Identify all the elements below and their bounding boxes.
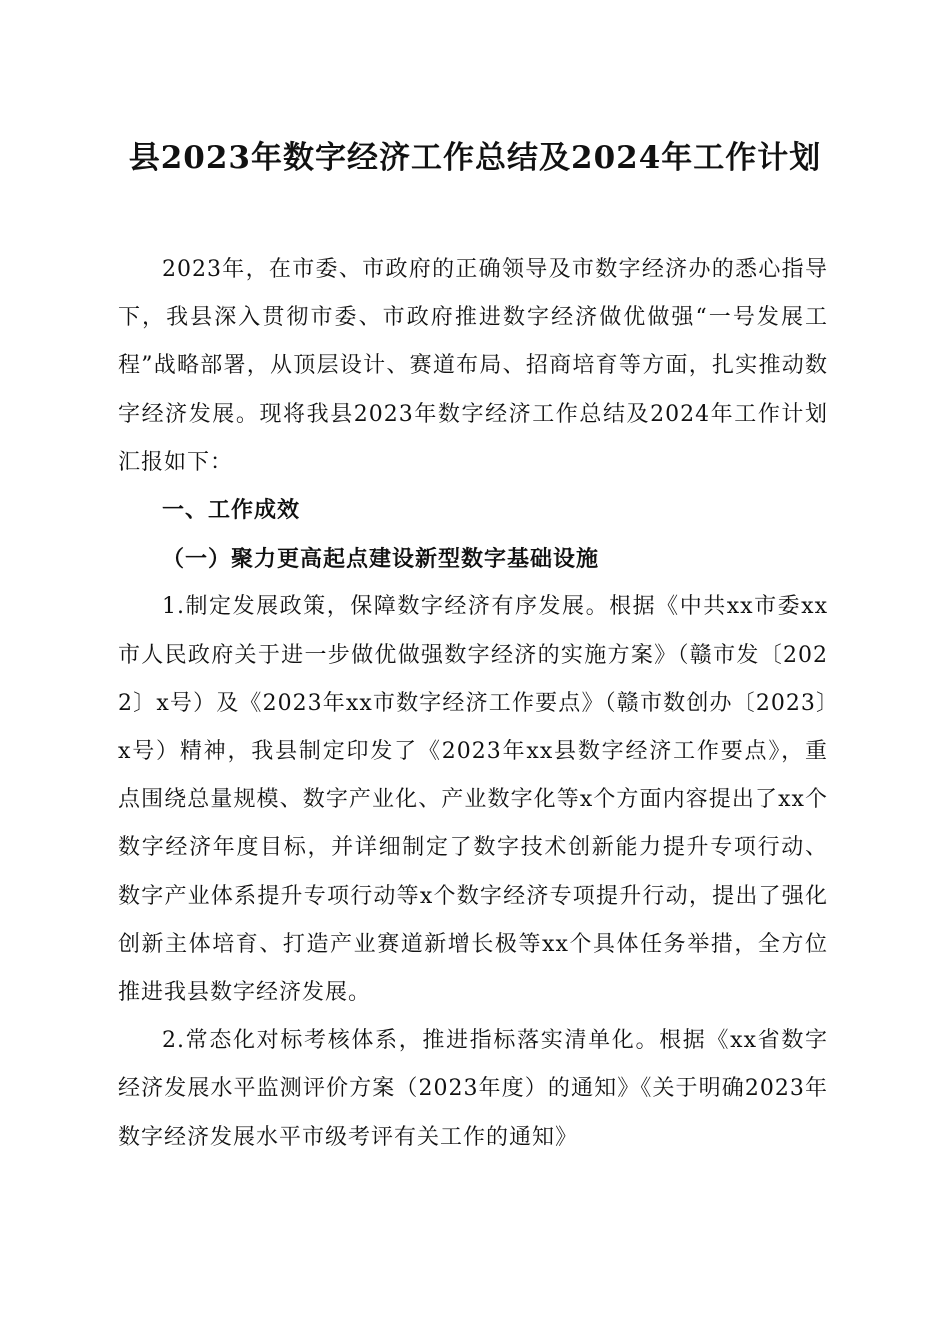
document-title: 县2023年数字经济工作总结及2024年工作计划 xyxy=(128,140,822,176)
document-body xyxy=(118,246,828,1162)
subsection-heading-infrastructure: （一）聚力更高起点建设新型数字基础设施 xyxy=(162,546,600,573)
paragraph-item-2: 2.常态化对标考核体系，推进指标落实清单化。根据《xx省数字经济发展水平监测评价方案（2023年度）的通知》《关于明确2023年数字经济发展水平市级考评有关工作的通知》 xyxy=(118,1028,828,1150)
paragraph-item-1: 1.制定发展政策，保障数字经济有序发展。根据《中共xx市委xx市人民政府关于进一步做优做强数字经济的实施方案》（赣市发〔2022〕x号）及《2023年xx市数字经济工作要点》（赣市数创办〔2023〕x号）精神，我县制定印发了《2023年xx县数字经济工作要点》，重点围绕总量规模、数字产业化、产业数字化等x个方面内容提出了xx个数字经济年度目标，并详细制定了数字技术创新能力提升专项行动、数字产业体系提升专项行动等x个数字经济专项提升行动，提出了强化创新主体培育、打造产业赛道新增长极等xx个具体任务举措，全方位推进我县数字经济发展。 xyxy=(118,594,828,1006)
section-heading-achievements: 一、工作成效 xyxy=(162,498,301,524)
intro-paragraph: 2023年，在市委、市政府的正确领导及市数字经济办的悉心指导下，我县深入贯彻市委、市政府推进数字经济做优做强“一号发展工程”战略部署，从顶层设计、赛道布局、招商培育等方面，扎实推动数字经济发展。现将我县2023年数字经济工作总结及2024年工作计划汇报如下： xyxy=(118,257,828,475)
